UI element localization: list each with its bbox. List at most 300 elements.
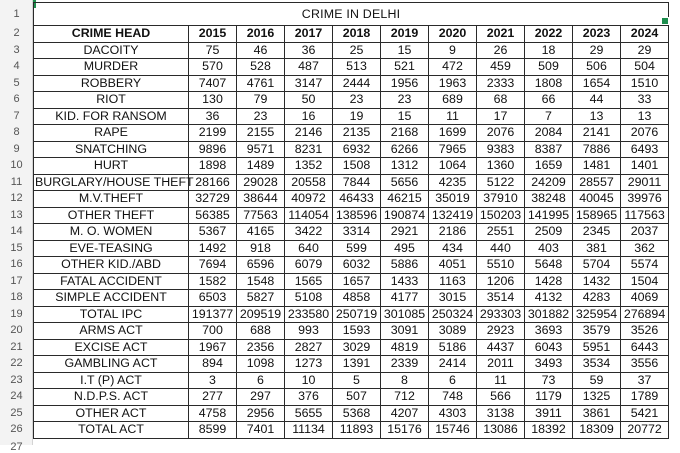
value-cell[interactable]: 9896 [189,141,237,158]
value-cell[interactable]: 2011 [477,356,525,373]
value-cell[interactable]: 1963 [429,75,477,92]
value-cell[interactable]: 5186 [429,339,477,356]
value-cell[interactable]: 434 [429,240,477,257]
value-cell[interactable]: 4758 [189,405,237,422]
value-cell[interactable]: 748 [429,389,477,406]
value-cell[interactable]: 3138 [477,405,525,422]
header-year-cell[interactable]: 2017 [285,26,333,43]
value-cell[interactable]: 28166 [189,174,237,191]
value-cell[interactable]: 28557 [573,174,621,191]
header-year-cell[interactable]: 2018 [333,26,381,43]
value-cell[interactable]: 5368 [333,405,381,422]
header-year-cell[interactable]: 2015 [189,26,237,43]
value-cell[interactable]: 1789 [621,389,669,406]
row-number[interactable]: 17 [10,274,23,287]
sheet-title[interactable]: CRIME IN DELHI [34,3,669,26]
value-cell[interactable]: 9571 [237,141,285,158]
value-cell[interactable]: 13 [573,108,621,125]
value-cell[interactable]: 325954 [573,306,621,323]
value-cell[interactable]: 918 [237,240,285,257]
value-cell[interactable]: 73 [525,372,573,389]
value-cell[interactable]: 487 [285,59,333,76]
crime-head-cell[interactable]: SNATCHING [34,141,189,158]
value-cell[interactable]: 6 [429,372,477,389]
value-cell[interactable]: 2199 [189,125,237,142]
value-cell[interactable]: 6079 [285,257,333,274]
row-number[interactable]: 3 [13,43,20,56]
row-number[interactable]: 27 [10,441,23,453]
value-cell[interactable]: 894 [189,356,237,373]
value-cell[interactable]: 16 [285,108,333,125]
value-cell[interactable]: 6503 [189,290,237,307]
value-cell[interactable]: 472 [429,59,477,76]
crime-head-cell[interactable]: SIMPLE ACCIDENT [34,290,189,307]
value-cell[interactable]: 4858 [333,290,381,307]
value-cell[interactable]: 1956 [381,75,429,92]
value-cell[interactable]: 190874 [381,207,429,224]
crime-head-cell[interactable]: KID. FOR RANSOM [34,108,189,125]
crime-head-cell[interactable]: MURDER [34,59,189,76]
value-cell[interactable]: 7886 [573,141,621,158]
value-cell[interactable]: 1582 [189,273,237,290]
value-cell[interactable]: 23 [237,108,285,125]
value-cell[interactable]: 1492 [189,240,237,257]
crime-head-cell[interactable]: BURGLARY/HOUSE THEFT [35,174,194,189]
value-cell[interactable]: 712 [381,389,429,406]
value-cell[interactable]: 7694 [189,257,237,274]
header-crime-head[interactable]: CRIME HEAD [34,26,189,43]
value-cell[interactable]: 35019 [429,191,477,208]
value-cell[interactable]: 38644 [237,191,285,208]
value-cell[interactable]: 130 [189,92,237,109]
value-cell[interactable]: 3579 [573,323,621,340]
value-cell[interactable]: 26 [477,42,525,59]
value-cell[interactable]: 114054 [285,207,333,224]
value-cell[interactable]: 1504 [621,273,669,290]
row-number[interactable]: 15 [10,241,23,254]
value-cell[interactable]: 570 [189,59,237,76]
value-cell[interactable]: 56385 [189,207,237,224]
value-cell[interactable]: 4761 [237,75,285,92]
value-cell[interactable]: 20558 [285,174,333,191]
value-cell[interactable]: 5656 [381,174,429,191]
value-cell[interactable]: 77563 [237,207,285,224]
value-cell[interactable]: 1510 [621,75,669,92]
value-cell[interactable]: 2333 [477,75,525,92]
value-cell[interactable]: 2551 [477,224,525,241]
value-cell[interactable]: 1064 [429,158,477,175]
value-cell[interactable]: 132419 [429,207,477,224]
row-number[interactable]: 4 [13,60,20,73]
row-number[interactable]: 1 [13,7,20,20]
value-cell[interactable]: 3314 [333,224,381,241]
crime-head-cell[interactable]: I.T (P) ACT [34,372,189,389]
value-cell[interactable]: 13 [621,108,669,125]
value-cell[interactable]: 5510 [477,257,525,274]
value-cell[interactable]: 25 [333,42,381,59]
value-cell[interactable]: 8 [381,372,429,389]
value-cell[interactable]: 3 [189,372,237,389]
value-cell[interactable]: 37 [621,372,669,389]
value-cell[interactable]: 301085 [381,306,429,323]
value-cell[interactable]: 1206 [477,273,525,290]
value-cell[interactable]: 2921 [381,224,429,241]
value-cell[interactable]: 117563 [621,207,669,224]
value-cell[interactable]: 440 [477,240,525,257]
value-cell[interactable]: 4177 [381,290,429,307]
value-cell[interactable]: 1163 [429,273,477,290]
value-cell[interactable]: 68 [477,92,525,109]
value-cell[interactable]: 5 [333,372,381,389]
value-cell[interactable]: 40045 [573,191,621,208]
value-cell[interactable]: 11893 [333,422,381,439]
value-cell[interactable]: 2827 [285,339,333,356]
row-number[interactable]: 2 [13,27,20,40]
value-cell[interactable]: 1179 [525,389,573,406]
value-cell[interactable]: 2414 [429,356,477,373]
value-cell[interactable]: 46 [237,42,285,59]
crime-head-cell[interactable]: N.D.P.S. ACT [34,389,189,406]
value-cell[interactable]: 23 [333,92,381,109]
value-cell[interactable]: 297 [237,389,285,406]
value-cell[interactable]: 46215 [381,191,429,208]
row-number[interactable]: 16 [10,258,23,271]
value-cell[interactable]: 403 [525,240,573,257]
value-cell[interactable]: 513 [333,59,381,76]
value-cell[interactable]: 4069 [621,290,669,307]
value-cell[interactable]: 15176 [381,422,429,439]
row-number[interactable]: 26 [10,423,23,436]
value-cell[interactable]: 1391 [333,356,381,373]
value-cell[interactable]: 566 [477,389,525,406]
row-number[interactable]: 18 [10,291,23,304]
value-cell[interactable]: 1352 [285,158,333,175]
value-cell[interactable]: 1654 [573,75,621,92]
value-cell[interactable]: 5367 [189,224,237,241]
value-cell[interactable]: 1898 [189,158,237,175]
value-cell[interactable]: 66 [525,92,573,109]
row-number[interactable]: 11 [10,175,23,188]
value-cell[interactable]: 528 [237,59,285,76]
value-cell[interactable]: 3015 [429,290,477,307]
value-cell[interactable]: 688 [237,323,285,340]
value-cell[interactable]: 362 [621,240,669,257]
row-number[interactable]: 24 [10,390,23,403]
value-cell[interactable]: 1808 [525,75,573,92]
header-year-cell[interactable]: 2024 [621,26,669,43]
value-cell[interactable]: 1428 [525,273,573,290]
value-cell[interactable]: 39976 [621,191,669,208]
value-cell[interactable]: 1657 [333,273,381,290]
value-cell[interactable]: 7401 [237,422,285,439]
selection-handle-right[interactable] [661,17,669,25]
value-cell[interactable]: 1273 [285,356,333,373]
value-cell[interactable]: 2444 [333,75,381,92]
value-cell[interactable]: 191377 [189,306,237,323]
value-cell[interactable]: 19 [333,108,381,125]
value-cell[interactable]: 36 [189,108,237,125]
crime-head-cell[interactable]: ROBBERY [34,75,189,92]
row-number[interactable]: 22 [10,357,23,370]
value-cell[interactable]: 20772 [621,422,669,439]
value-cell[interactable]: 33 [621,92,669,109]
value-cell[interactable]: 1508 [333,158,381,175]
value-cell[interactable]: 3911 [525,405,573,422]
value-cell[interactable]: 2146 [285,125,333,142]
value-cell[interactable]: 5122 [477,174,525,191]
value-cell[interactable]: 6443 [621,339,669,356]
value-cell[interactable]: 8599 [189,422,237,439]
value-cell[interactable]: 2135 [333,125,381,142]
value-cell[interactable]: 9 [429,42,477,59]
value-cell[interactable]: 250324 [429,306,477,323]
crime-head-cell[interactable]: M. O. WOMEN [34,224,189,241]
value-cell[interactable]: 18392 [525,422,573,439]
value-cell[interactable]: 640 [285,240,333,257]
crime-head-cell[interactable]: ARMS ACT [34,323,189,340]
value-cell[interactable]: 150203 [477,207,525,224]
value-cell[interactable]: 1098 [237,356,285,373]
value-cell[interactable]: 521 [381,59,429,76]
value-cell[interactable]: 3861 [573,405,621,422]
value-cell[interactable]: 2186 [429,224,477,241]
value-cell[interactable]: 18309 [573,422,621,439]
crime-head-cell[interactable]: TOTAL IPC [34,306,189,323]
value-cell[interactable]: 7 [525,108,573,125]
value-cell[interactable]: 44 [573,92,621,109]
value-cell[interactable]: 13086 [477,422,525,439]
row-number[interactable]: 9 [13,142,20,155]
value-cell[interactable]: 75 [189,42,237,59]
row-number[interactable]: 12 [10,192,23,205]
value-cell[interactable]: 3493 [525,356,573,373]
value-cell[interactable]: 29 [573,42,621,59]
value-cell[interactable]: 993 [285,323,333,340]
value-cell[interactable]: 9383 [477,141,525,158]
value-cell[interactable]: 3091 [381,323,429,340]
crime-head-cell[interactable]: OTHER THEFT [34,207,189,224]
header-year-cell[interactable]: 2023 [573,26,621,43]
crime-head-cell[interactable]: M.V.THEFT [34,191,189,208]
value-cell[interactable]: 2155 [237,125,285,142]
value-cell[interactable]: 4437 [477,339,525,356]
value-cell[interactable]: 4819 [381,339,429,356]
value-cell[interactable]: 24209 [525,174,573,191]
crime-head-cell[interactable]: GAMBLING ACT [34,356,189,373]
value-cell[interactable]: 2168 [381,125,429,142]
value-cell[interactable]: 8387 [525,141,573,158]
value-cell[interactable]: 15 [381,108,429,125]
value-cell[interactable]: 504 [621,59,669,76]
value-cell[interactable]: 6493 [621,141,669,158]
row-number[interactable]: 25 [10,406,23,419]
value-cell[interactable]: 459 [477,59,525,76]
row-number[interactable]: 6 [13,93,20,106]
value-cell[interactable]: 209519 [237,306,285,323]
value-cell[interactable]: 1401 [621,158,669,175]
crime-head-cell[interactable]: EVE-TEASING [34,240,189,257]
header-year-cell[interactable]: 2021 [477,26,525,43]
row-number[interactable]: 20 [10,324,23,337]
value-cell[interactable]: 4235 [429,174,477,191]
value-cell[interactable]: 6 [237,372,285,389]
value-cell[interactable]: 700 [189,323,237,340]
value-cell[interactable]: 250719 [333,306,381,323]
value-cell[interactable]: 2956 [237,405,285,422]
value-cell[interactable]: 507 [333,389,381,406]
value-cell[interactable]: 38248 [525,191,573,208]
value-cell[interactable]: 10 [285,372,333,389]
value-cell[interactable]: 689 [429,92,477,109]
crime-head-cell[interactable]: OTHER ACT [34,405,189,422]
value-cell[interactable]: 158965 [573,207,621,224]
value-cell[interactable]: 5827 [237,290,285,307]
value-cell[interactable]: 18 [525,42,573,59]
value-cell[interactable]: 79 [237,92,285,109]
row-number[interactable]: 23 [10,373,23,386]
crime-head-cell[interactable]: FATAL ACCIDENT [34,273,189,290]
value-cell[interactable]: 599 [333,240,381,257]
row-number[interactable]: 7 [13,109,20,122]
value-cell[interactable]: 3147 [285,75,333,92]
value-cell[interactable]: 29011 [621,174,669,191]
value-cell[interactable]: 2345 [573,224,621,241]
value-cell[interactable]: 1659 [525,158,573,175]
crime-head-cell[interactable]: HURT [34,158,189,175]
value-cell[interactable]: 7844 [333,174,381,191]
value-cell[interactable]: 5886 [381,257,429,274]
value-cell[interactable]: 3089 [429,323,477,340]
value-cell[interactable]: 1565 [285,273,333,290]
value-cell[interactable]: 29 [621,42,669,59]
value-cell[interactable]: 8231 [285,141,333,158]
value-cell[interactable]: 233580 [285,306,333,323]
value-cell[interactable]: 4165 [237,224,285,241]
header-year-cell[interactable]: 2022 [525,26,573,43]
value-cell[interactable]: 1312 [381,158,429,175]
value-cell[interactable]: 3556 [621,356,669,373]
value-cell[interactable]: 2339 [381,356,429,373]
value-cell[interactable]: 11 [429,108,477,125]
value-cell[interactable]: 276894 [621,306,669,323]
crime-head-cell[interactable]: TOTAL ACT [34,422,189,439]
value-cell[interactable]: 11134 [285,422,333,439]
value-cell[interactable]: 495 [381,240,429,257]
value-cell[interactable]: 7965 [429,141,477,158]
value-cell[interactable]: 5574 [621,257,669,274]
value-cell[interactable]: 6032 [333,257,381,274]
row-number[interactable]: 19 [10,307,23,320]
value-cell[interactable]: 1360 [477,158,525,175]
value-cell[interactable]: 6266 [381,141,429,158]
row-number[interactable]: 8 [13,126,20,139]
value-cell[interactable]: 2356 [237,339,285,356]
value-cell[interactable]: 1481 [573,158,621,175]
crime-head-cell[interactable]: DACOITY [34,42,189,59]
value-cell[interactable]: 3029 [333,339,381,356]
value-cell[interactable]: 6043 [525,339,573,356]
value-cell[interactable]: 5421 [621,405,669,422]
value-cell[interactable]: 277 [189,389,237,406]
value-cell[interactable]: 5704 [573,257,621,274]
value-cell[interactable]: 1325 [573,389,621,406]
value-cell[interactable]: 15 [381,42,429,59]
value-cell[interactable]: 141995 [525,207,573,224]
value-cell[interactable]: 2037 [621,224,669,241]
value-cell[interactable]: 59 [573,372,621,389]
value-cell[interactable]: 3534 [573,356,621,373]
value-cell[interactable]: 11 [477,372,525,389]
row-number[interactable]: 5 [13,76,20,89]
header-year-cell[interactable]: 2019 [381,26,429,43]
crime-head-cell[interactable]: RIOT [34,92,189,109]
value-cell[interactable]: 1432 [573,273,621,290]
value-cell[interactable]: 138596 [333,207,381,224]
value-cell[interactable]: 1548 [237,273,285,290]
value-cell[interactable]: 15746 [429,422,477,439]
value-cell[interactable]: 4303 [429,405,477,422]
row-number[interactable]: 21 [10,340,23,353]
value-cell[interactable]: 1433 [381,273,429,290]
value-cell[interactable]: 37910 [477,191,525,208]
value-cell[interactable]: 17 [477,108,525,125]
value-cell[interactable]: 1699 [429,125,477,142]
value-cell[interactable]: 2084 [525,125,573,142]
value-cell[interactable]: 2076 [621,125,669,142]
value-cell[interactable]: 301882 [525,306,573,323]
value-cell[interactable]: 29028 [237,174,285,191]
value-cell[interactable]: 3693 [525,323,573,340]
value-cell[interactable]: 1593 [333,323,381,340]
value-cell[interactable]: 1967 [189,339,237,356]
value-cell[interactable]: 5951 [573,339,621,356]
value-cell[interactable]: 2923 [477,323,525,340]
crime-head-cell[interactable]: RAPE [34,125,189,142]
value-cell[interactable]: 3514 [477,290,525,307]
value-cell[interactable]: 32729 [189,191,237,208]
value-cell[interactable]: 5648 [525,257,573,274]
value-cell[interactable]: 46433 [333,191,381,208]
value-cell[interactable]: 6932 [333,141,381,158]
value-cell[interactable]: 50 [285,92,333,109]
crime-head-cell[interactable]: OTHER KID./ABD [34,257,189,274]
value-cell[interactable]: 2076 [477,125,525,142]
value-cell[interactable]: 509 [525,59,573,76]
row-number[interactable]: 13 [10,208,23,221]
value-cell[interactable]: 381 [573,240,621,257]
row-number[interactable]: 10 [10,159,23,172]
header-year-cell[interactable]: 2020 [429,26,477,43]
value-cell[interactable]: 5108 [285,290,333,307]
value-cell[interactable]: 6596 [237,257,285,274]
value-cell[interactable]: 2509 [525,224,573,241]
value-cell[interactable]: 3526 [621,323,669,340]
value-cell[interactable]: 2141 [573,125,621,142]
value-cell[interactable]: 293303 [477,306,525,323]
crime-head-cell[interactable]: EXCISE ACT [34,339,189,356]
value-cell[interactable]: 23 [381,92,429,109]
value-cell[interactable]: 7407 [189,75,237,92]
row-number[interactable]: 14 [10,225,23,238]
value-cell[interactable]: 4051 [429,257,477,274]
value-cell[interactable]: 36 [285,42,333,59]
value-cell[interactable]: 40972 [285,191,333,208]
header-year-cell[interactable]: 2016 [237,26,285,43]
value-cell[interactable]: 506 [573,59,621,76]
value-cell[interactable]: 376 [285,389,333,406]
value-cell[interactable]: 5655 [285,405,333,422]
value-cell[interactable]: 4132 [525,290,573,307]
